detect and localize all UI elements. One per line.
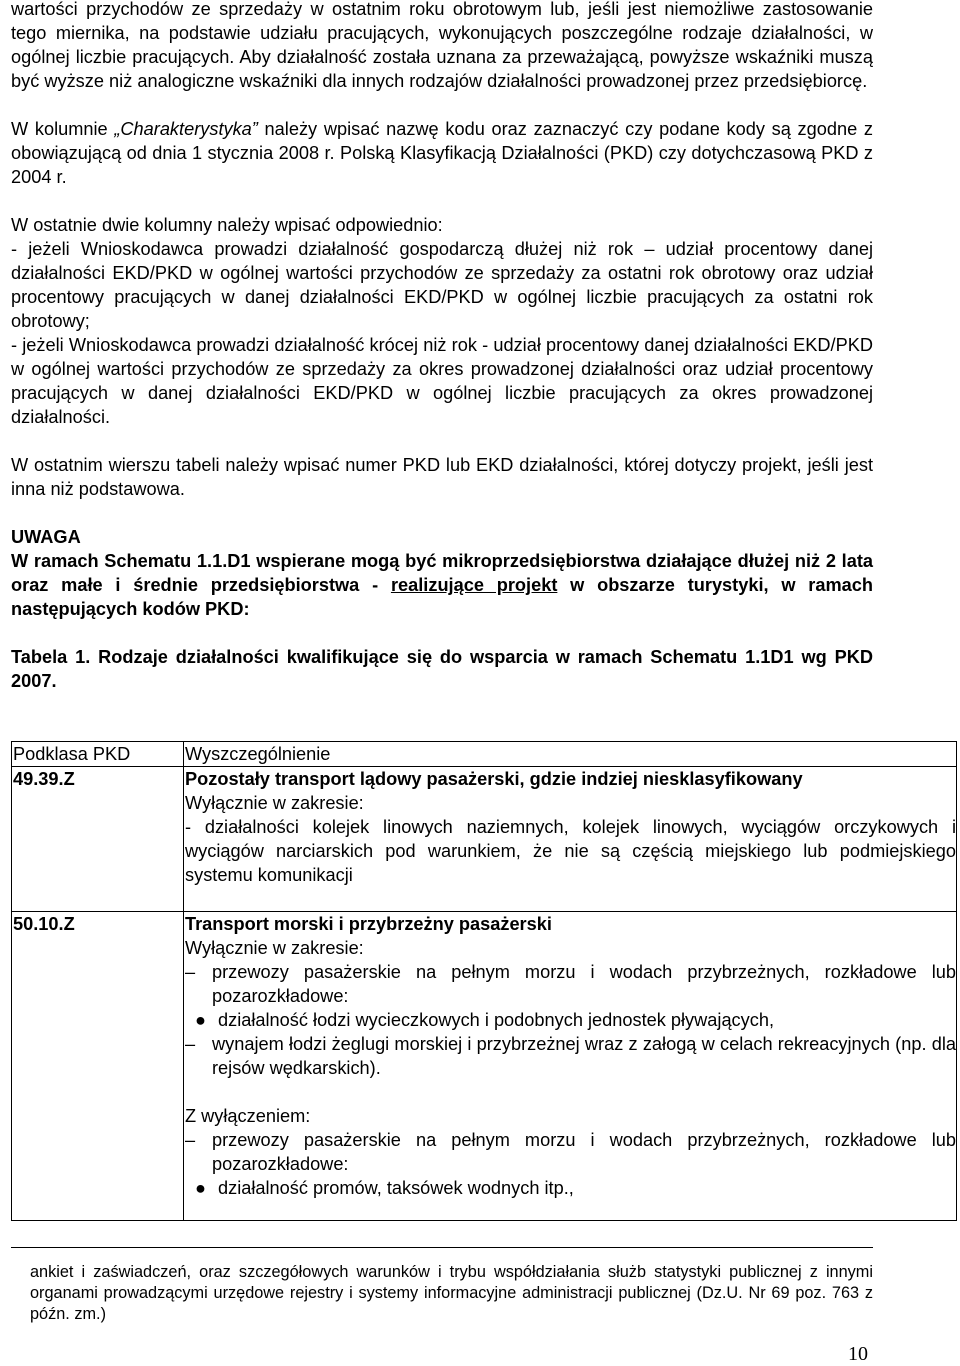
notice-text [11, 549, 873, 621]
footnote: ankiet i zaświadczeń, oraz szczegółowych warunków i trybu współdziałania służb statystyki publicznej z innymi organami prowadzącymi urzędowe rejestry i systemy informacyjne administracji publicznej (Dz.U. Nr 69 poz. 763 z późn. zm.) [30, 1263, 873, 1323]
row1-code: 49.39.Z [12, 767, 184, 912]
footnote-divider [11, 1247, 873, 1248]
paragraph-3-intro: W ostatnie dwie kolumny należy wpisać odpowiednio: [11, 215, 443, 235]
row2-bullet2: działalność promów, taksówek wodnych itp., [218, 1178, 574, 1198]
row2-scope: Wyłącznie w zakresie: [185, 938, 364, 958]
p2-italic-term: „Charakterystyka” [114, 119, 258, 139]
paragraph-3-item-1: - jeżeli Wnioskodawca prowadzi działalność gospodarczą dłużej niż rok – udział procentowy danej działalności EKD/PKD w ogólnej wartości przychodów ze sprzedaży za ostatni rok obrotowy oraz udział procentowy pracujących w danej działalności EKD/PKD w ogólnej liczbie pracujących za ostatni rok obrotowy; [11, 239, 873, 331]
table-row [12, 912, 957, 1221]
list-item [185, 960, 956, 1032]
row1-scope: Wyłącznie w zakresie: [185, 793, 364, 813]
list-item [185, 1176, 956, 1200]
row1-title: Pozostały transport lądowy pasażerski, gdzie indziej niesklasyfikowany [185, 769, 803, 789]
row2-dash3: przewozy pasażerskie na pełnym morzu i wodach przybrzeżnych, rozkładowe lub pozarozkładowe: [212, 1130, 956, 1174]
p2-text: W kolumnie [11, 119, 115, 139]
page-number: 10 [848, 1343, 868, 1365]
table-row [12, 767, 957, 912]
p1-line: zastosowanie tego miernika, na podstawie udziału pracujących, wykonujących poszczególne [11, 0, 873, 43]
row2-sub-list [185, 1008, 956, 1032]
dash-icon: – [185, 1034, 196, 1054]
row2-title: Transport morski i przybrzeżny pasażerski [185, 914, 552, 934]
row2-dash1: przewozy pasażerskie na pełnym morzu i wodach przybrzeżnych, rozkładowe lub pozarozkładowe: [212, 962, 956, 1006]
document-body [11, 0, 873, 693]
row2-bullet1: działalność łodzi wycieczkowych i podobnych jednostek pływających, [218, 1010, 775, 1030]
list-item [185, 1008, 956, 1032]
row2-exclusion: Z wyłączeniem: [185, 1106, 311, 1126]
table-header-row [12, 742, 957, 767]
row2-scope-list [185, 960, 956, 1080]
row2-sub-list [185, 1176, 956, 1200]
row1-description [184, 767, 957, 912]
notice-text-start: W ramach Schematu 1.1.D1 wspierane mogą być mikroprzedsiębiorstwa działające dłużej niż 2 lata oraz małe i średnie przedsiębiorstwa - [11, 551, 873, 595]
p1-line: wartości przychodów ze sprzedaży w ostatnim roku obrotowym lub, jeśli jest niemożliwe [11, 0, 755, 19]
paragraph-3-item-2: - jeżeli Wnioskodawca prowadzi działalność krócej niż rok - udział procentowy danej działalności EKD/PKD w ogólnej wartości przychodów ze sprzedaży za okres prowadzonej działalności oraz udział procentowy pracujących w danej działalności EKD/PKD w ogólnej liczbie pracujących za okres prowadzonej działalności. [11, 335, 873, 427]
row2-dash2: wynajem łodzi żeglugi morskiej i przybrzeżnej wraz z załogą w celach rekreacyjnych (np. dla rejsów wędkarskich). [212, 1034, 956, 1078]
header-pkd-subclass: Podklasa PKD [12, 742, 184, 767]
row1-text: - działalności kolejek linowych naziemnych, kolejek linowych, wyciągów orczykowych i wyciągów narciarskich pod warunkiem, że nie są częścią miejskiego lub podmiejskiego systemu komunikacji [185, 817, 956, 885]
paragraph-1 [11, 0, 873, 93]
list-item [185, 1032, 956, 1080]
table-caption: Tabela 1. Rodzaje działalności kwalifikujące się do wsparcia w ramach Schematu 1.1D1 wg PKD 2007. [11, 647, 873, 691]
bullet-icon: ● [195, 1010, 206, 1030]
dash-icon: – [185, 962, 196, 982]
p1-line: rodzaje działalności, w ogólnej liczbie pracujących. Aby działalność została uznana za [11, 23, 873, 67]
list-item [185, 1128, 956, 1200]
row2-exclusion-list [185, 1128, 956, 1200]
notice-underlined: realizujące projekt [390, 575, 558, 595]
row2-description [184, 912, 957, 1221]
header-description: Wyszczególnienie [184, 742, 957, 767]
row2-code: 50.10.Z [12, 912, 184, 1221]
bullet-icon: ● [195, 1178, 206, 1198]
pkd-table [11, 741, 957, 1221]
paragraph-4: W ostatnim wierszu tabeli należy wpisać numer PKD lub EKD działalności, której dotyczy projekt, jeśli jest inna niż podstawowa. [11, 455, 873, 499]
p2-text-after: należy wpisać nazwę kodu oraz zaznaczyć czy podane kody są zgodne z obowiązującą od dnia 1 stycznia 2008 r. Polską Klasyfikacją Działalności (PKD) czy dotychczasową PKD z 2004 r. [11, 119, 873, 187]
paragraph-2 [11, 117, 873, 189]
dash-icon: – [185, 1130, 196, 1150]
p1-line: przeważającą, powyższe wskaźniki muszą być wyższe niż analogiczne wskaźniki dla innych [11, 47, 873, 91]
notice-text-end: w obszarze turystyki, w ramach następujących kodów PKD: [11, 575, 873, 619]
notice-heading: UWAGA [11, 527, 81, 547]
p1-line: rodzajów działalności prowadzonej przez przedsiębiorcę. [409, 71, 868, 91]
